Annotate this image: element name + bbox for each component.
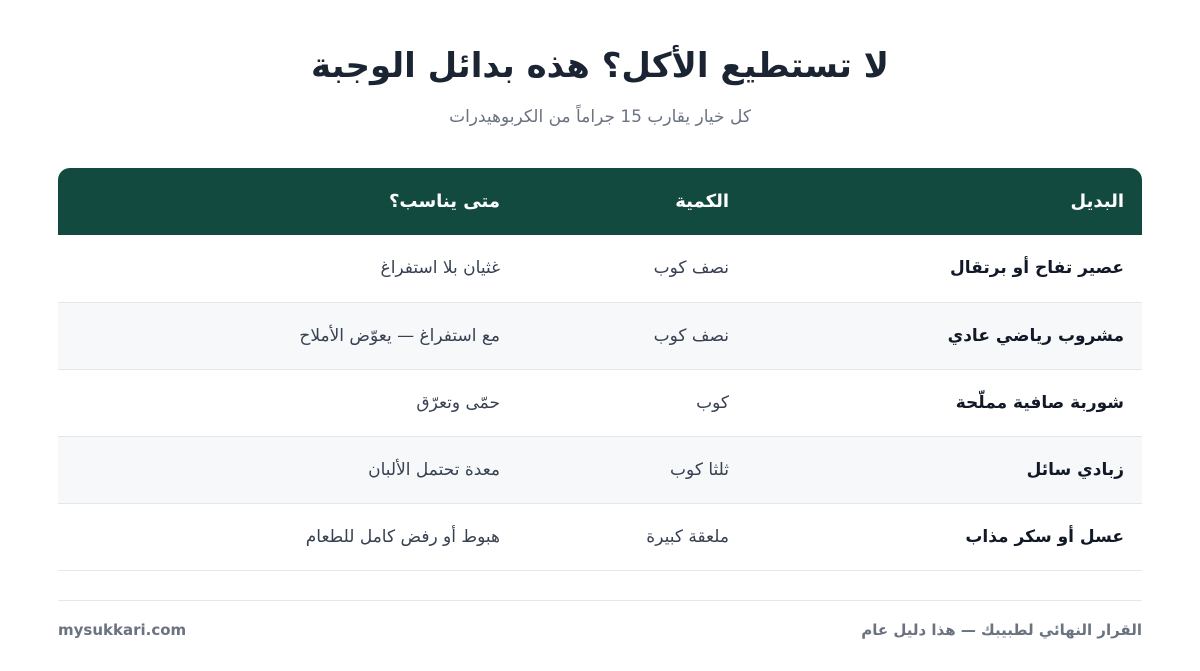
page-subtitle: كل خيار يقارب 15 جراماً من الكربوهيدرات [449,107,751,127]
table-header-row [58,168,1142,235]
cell-amount: نصف كوب [518,235,747,302]
table-row [58,369,1142,436]
cell-amount: كوب [518,369,747,436]
cell-when: مع استفراغ — يعوّض الأملاح [58,302,518,369]
cell-alternative: عصير تفاح أو برتقال [747,235,1142,302]
table-row [58,302,1142,369]
footer-site-link[interactable]: mysukkari.com [58,621,187,639]
cell-alternative: شوربة صافية مملّحة [747,369,1142,436]
column-header-when: متى يناسب؟ [388,191,500,212]
cell-amount: ملعقة كبيرة [518,503,747,570]
cell-alternative: زبادي سائل [747,436,1142,503]
cell-when: حمّى وتعرّق [58,369,518,436]
footer-disclaimer: القرار النهائي لطبيبك — هذا دليل عام [861,621,1142,639]
page-title: لا تستطيع الأكل؟ هذه بدائل الوجبة [311,46,889,86]
column-header-alternative: البديل [1070,191,1124,212]
cell-when: غثيان بلا استفراغ [58,235,518,302]
cell-when: هبوط أو رفض كامل للطعام [58,503,518,570]
cell-when: معدة تحتمل الألبان [58,436,518,503]
alternatives-table [58,168,1142,571]
cell-amount: نصف كوب [518,302,747,369]
cell-alternative: مشروب رياضي عادي [747,302,1142,369]
table-row [58,503,1142,570]
cell-alternative: عسل أو سكر مذاب [747,503,1142,570]
cell-amount: ثلثا كوب [518,436,747,503]
table-row [58,235,1142,302]
footer-divider [58,600,1142,601]
column-header-amount: الكمية [675,191,729,212]
table-row [58,436,1142,503]
